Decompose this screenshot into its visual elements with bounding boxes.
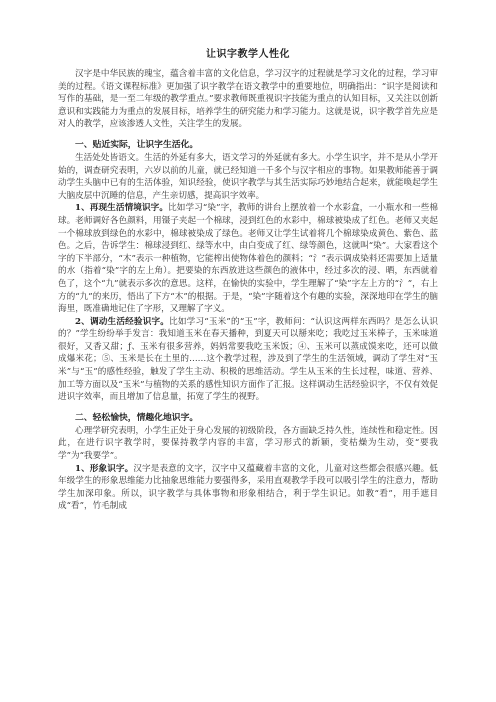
- section-1-heading: 一、贴近实际，让识字生活化。: [75, 139, 199, 150]
- document-title: 让识字教学人性化: [206, 49, 290, 60]
- section-2-heading: 二、轻松愉快，情趣化地识字。: [75, 412, 199, 423]
- section-2-item-1-body: 汉字是表意的文字，汉字中又蕴藏着丰富的文化，儿童对这些都会很感兴趣。低年级学生的形象思维能力比抽象思维能力要强得多，采用直观教学手段可以吸引学生的注意力，帮助学生加深印象。所以，识字教学与具体事物和形象相结合，利于学生识记。如教“看”，用手遮目成“看”，竹毛制成: [58, 463, 438, 512]
- section-1-item-2-lead: 2、调动生活经验识字。: [75, 316, 170, 327]
- section-1-item-1: [58, 202, 438, 315]
- section-1-item-2-body: 比如学习“玉米”的“玉”字，教师问：“认识这两样东西吗？是怎么认识的？”学生纷纷举手发言：我知道玉米在春天播种，到夏天可以掰来吃；我吃过玉米棒子，玉米味道很好，又香又甜；ƒ、玉米有很多营养，妈妈常要我吃玉米饭；④、玉米可以蒸成馍来吃，还可以做成爆米花；⑤、玉米是长在土里的……这个教学过程，涉及到了学生的生活领域，调动了学生对“玉米”与“玉”的感性经验，触发了学生主动、积极的思维活动。学生从玉米的生长过程，味道、营养、加工等方面以及“玉米”与植物的关系的感性知识方面作了汇报。这样调动生活经验识字，不仅有效促进识字效率，而且增加了信息量，拓宽了学生的视野。: [58, 316, 439, 403]
- section-1-item-1-body: 比如学习“染”字，教师的讲台上摆放着一个水彩盒，一小瓶水和一些棉球。老师调好各色颜料，用镊子夹起一个棉球，浸到红色的水彩中，棉球被染成了红色。老师又夹起一个棉球放到绿色的水彩中，棉球被染成了绿色。老师又让学生试着将几个棉球染成黄色、紫色、蓝色。之后，告诉学生：棉球浸到红、绿等水中，由白变成了红、绿等颜色，这就叫“染”。大家看这个字的下半部分，“木”表示一种植物，它能榨出使物体着色的颜料；“氵”表示调成染料还需要加上适量的水（指着“染”字的左上角）。把要染的东西放进这些颜色的液体中，经过多次的浸、晒，东西就着色了，这个“九”就表示多次的意思。这样，在愉快的实验中，学生理解了“染”字左上方的“氵”，右上方的“九”的来历，悟出了下方“木”的根据。于是，“染”字随着这个有趣的实验，深深地印在学生的脑海里，既准确地记住了字形，又理解了字义。: [58, 203, 438, 315]
- section-1-item-2: [58, 316, 438, 404]
- section-1-paragraph: 生活处处皆语文。生活的外延有多大，语文学习的外延就有多大。小学生识字，并不是从小学开始的，调查研究表明，六岁以前的儿童，就已经知道一千多个与汉字相应的事物。如果教师能善于调动学生头脑中已有的生活体验，知识经验，使识字教学与其生活实际巧妙地结合起来，就能唤起学生大脑皮层中沉睡的信息，产生亲切感，提高识字效率。: [58, 152, 438, 201]
- section-1-item-1-lead: 1、再现生活情境识字。: [75, 203, 169, 214]
- document-body: [58, 48, 438, 513]
- section-2-item-1: [58, 463, 438, 513]
- section-2-paragraph: 心理学研究表明，小学生正处于身心发展的初级阶段，各方面缺乏持久性，连续性和稳定性。因此，在进行识字教学时，要保持教学内容的丰富，学习形式的新颖，变枯燥为生动，变“要我学”为“我要学”。: [58, 425, 438, 462]
- section-2-item-1-lead: 1、形象识字。: [75, 463, 134, 474]
- intro-paragraph: 汉字是中华民族的瑰宝，蕴含着丰富的文化信息，学习汉字的过程就是学习文化的过程，学习审美的过程。《语文课程标准》更加强了识字教学在语文教学中的重要地位，明确指出：“识字是阅读和写作的基础，是一至二年级的教学重点。”要求教师既重视识字技能为重点的认知目标，又关注以创新意识和实践能力为重点的发展目标，培养学生的研究能力和学习能力。这就是说，识字教学首先应是对人的教学，应该渗透人文性，关注学生的发展。: [58, 69, 438, 130]
